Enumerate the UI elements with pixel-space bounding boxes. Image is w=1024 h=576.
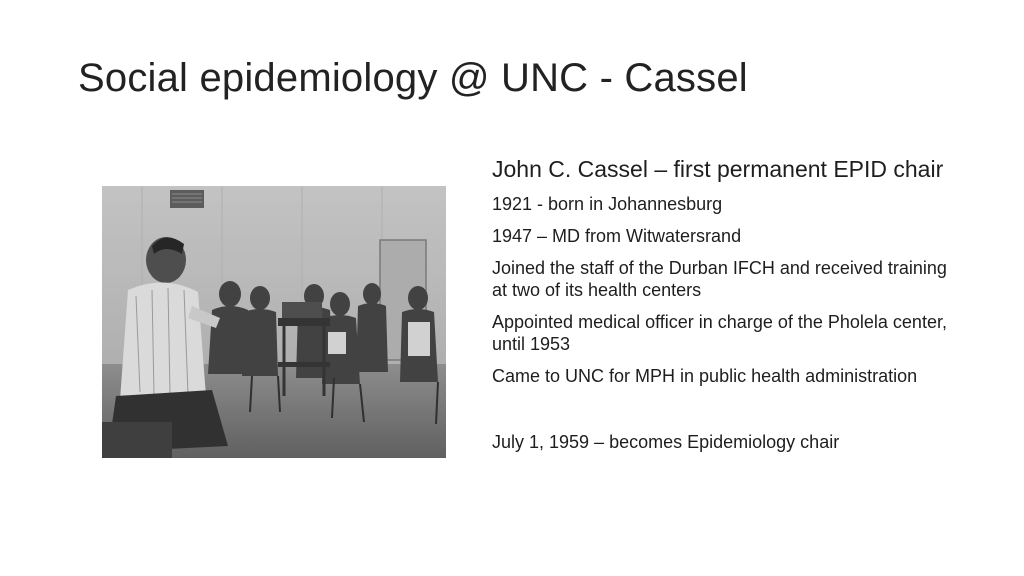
slide-title: Social epidemiology @ UNC - Cassel bbox=[78, 56, 748, 100]
bullet-item-durban: Joined the staff of the Durban IFCH and received training at two of its health centers bbox=[492, 258, 947, 300]
bullet-item-born: 1921 - born in Johannesburg bbox=[492, 194, 723, 214]
classroom-photo bbox=[102, 186, 446, 458]
bullet-item-pholela: Appointed medical officer in charge of the Pholela center, until 1953 bbox=[492, 312, 947, 354]
bullet-item-unc-mph: Came to UNC for MPH in public health administration bbox=[492, 366, 918, 386]
bullet-item-md: 1947 – MD from Witwatersrand bbox=[492, 226, 742, 246]
classroom-photo-icon bbox=[102, 186, 446, 458]
bullet-item-cassel-chair: John C. Cassel – first permanent EPID chair bbox=[492, 156, 944, 182]
bullet-list bbox=[492, 156, 962, 463]
bullet-item-epid-chair: July 1, 1959 – becomes Epidemiology chair bbox=[492, 432, 840, 452]
